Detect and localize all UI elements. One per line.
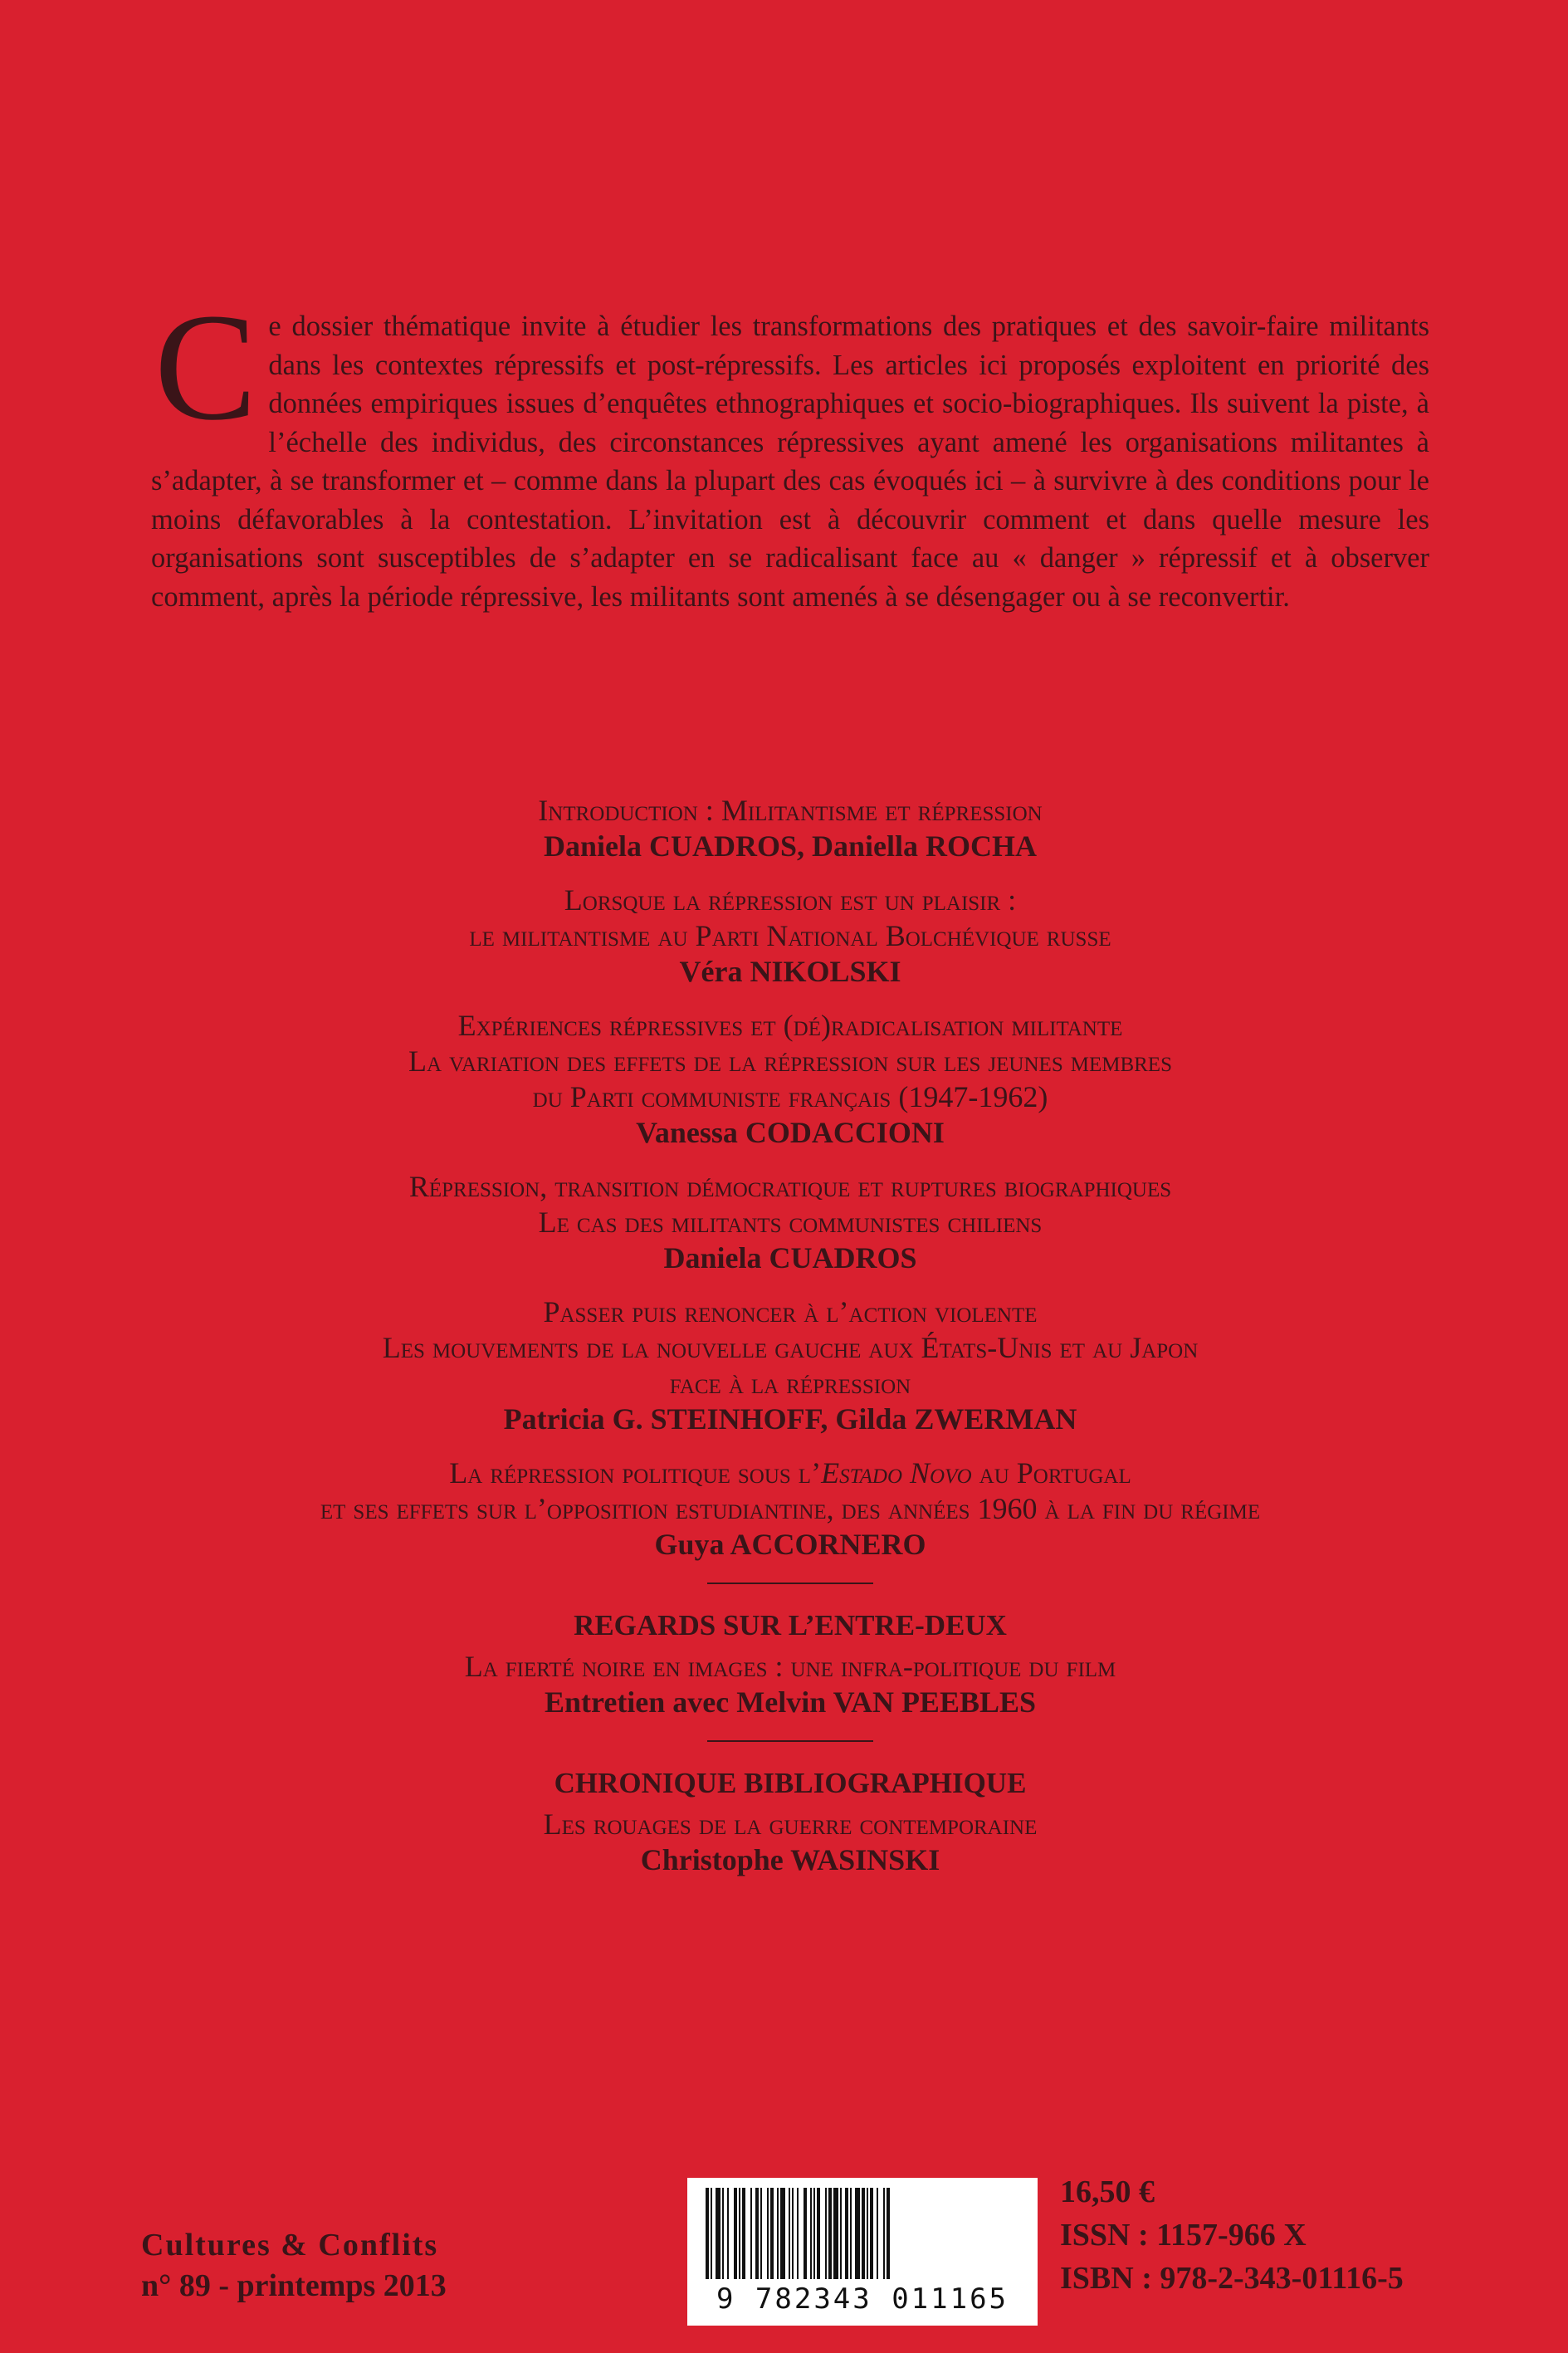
table-of-contents — [151, 793, 1429, 1896]
intro-text: e dossier thématique invite à étudier les transformations des pratiques et des savoir-faire militants dans les contextes répressifs et post-répressifs. Les articles ici proposés exploitent en priorité des données empiriques issues d’enquêtes ethnographiques et socio-biographiques. Ils suivent la piste, à l’échelle des individus, des circonstances répressives ayant amené les organisations militantes à s’adapter, à se transformer et – comme dans la plupart des cas évoqués ici – à survivre à des conditions pour le moins défavorables à la contestation. L’invitation est à découvrir comment et dans quelle mesure les organisations sont susceptibles de s’adapter en se radicalisant face au « danger » répressif et à observer comment, après la période répressive, les militants sont amenés à se désengager ou à se reconvertir. — [151, 311, 1429, 613]
price-info — [1060, 2170, 1404, 2300]
entry-title: Expériences répressives et (dé)radicalisation militante — [457, 1009, 1123, 1042]
entry-authors: Véra NIKOLSKI — [679, 955, 901, 988]
entry-authors: Daniela CUADROS, Daniella ROCHA — [543, 829, 1038, 863]
journal-info — [141, 2225, 447, 2307]
entry-authors: Guya ACCORNERO — [654, 1528, 926, 1561]
toc-entry-introduction — [151, 793, 1429, 864]
toc-entry-nikolski — [151, 883, 1429, 990]
entry-title: Les rouages de la guerre contemporaine — [543, 1808, 1038, 1841]
entry-title-part: au Portugal — [971, 1456, 1131, 1490]
entry-title: le militantisme au Parti National Bolchévique russe — [469, 919, 1111, 952]
entry-title: du Parti communiste français (1947-1962) — [532, 1080, 1048, 1113]
toc-section-chronique — [151, 1765, 1429, 1878]
entry-title: Introduction : Militantisme et répression — [538, 794, 1043, 827]
toc-entry-accornero — [151, 1455, 1429, 1563]
entry-authors: Vanessa CODACCIONI — [636, 1116, 945, 1149]
toc-entry-codaccioni — [151, 1008, 1429, 1151]
entry-title: Répression, transition démocratique et ruptures biographiques — [408, 1170, 1172, 1203]
entry-authors: Entretien avec Melvin VAN PEEBLES — [544, 1685, 1037, 1719]
toc-entry-cuadros — [151, 1169, 1429, 1276]
entry-title: Lorsque la répression est un plaisir : — [564, 883, 1017, 917]
isbn: ISBN : 978-2-343-01116-5 — [1060, 2261, 1404, 2296]
toc-entry-steinhoff — [151, 1294, 1429, 1437]
section-heading: REGARDS SUR L’ENTRE-DEUX — [574, 1609, 1007, 1641]
section-heading: CHRONIQUE BIBLIOGRAPHIQUE — [554, 1767, 1027, 1799]
entry-title: La variation des effets de la répression sur les jeunes membres — [408, 1044, 1172, 1078]
entry-title: Les mouvements de la nouvelle gauche aux États-Unis et au Japon — [382, 1331, 1199, 1364]
entry-authors: Patricia G. STEINHOFF, Gilda ZWERMAN — [503, 1402, 1077, 1436]
entry-authors: Christophe WASINSKI — [640, 1843, 940, 1876]
toc-section-regards — [151, 1607, 1429, 1720]
entry-title: Le cas des militants communistes chiliens — [538, 1206, 1043, 1239]
barcode — [687, 2178, 1038, 2326]
issn: ISSN : 1157-966 X — [1060, 2218, 1307, 2253]
drop-cap-letter: C — [154, 282, 257, 452]
entry-title: Passer puis renoncer à l’action violente — [543, 1295, 1038, 1328]
journal-title: Cultures & Conflits — [141, 2228, 439, 2262]
entry-title: face à la répression — [669, 1367, 911, 1400]
journal-issue: n° 89 - printemps 2013 — [141, 2268, 447, 2303]
entry-title — [151, 1455, 1429, 1491]
barcode-digits: 9 782343 011165 — [716, 2282, 1009, 2316]
barcode-bars — [702, 2188, 1023, 2281]
entry-title-part: La répression politique sous l’ — [449, 1456, 822, 1490]
entry-title: et ses effets sur l’opposition estudiantine, des années 1960 à la fin du régime — [320, 1492, 1261, 1525]
entry-title: La fierté noire en images : une infra-politique du film — [464, 1650, 1116, 1683]
entry-authors: Daniela CUADROS — [663, 1241, 917, 1274]
price: 16,50 € — [1060, 2174, 1155, 2209]
section-divider — [707, 1583, 873, 1584]
intro-paragraph — [151, 282, 1429, 616]
entry-title-italic: Estado Novo — [821, 1456, 972, 1490]
section-divider — [707, 1740, 873, 1742]
